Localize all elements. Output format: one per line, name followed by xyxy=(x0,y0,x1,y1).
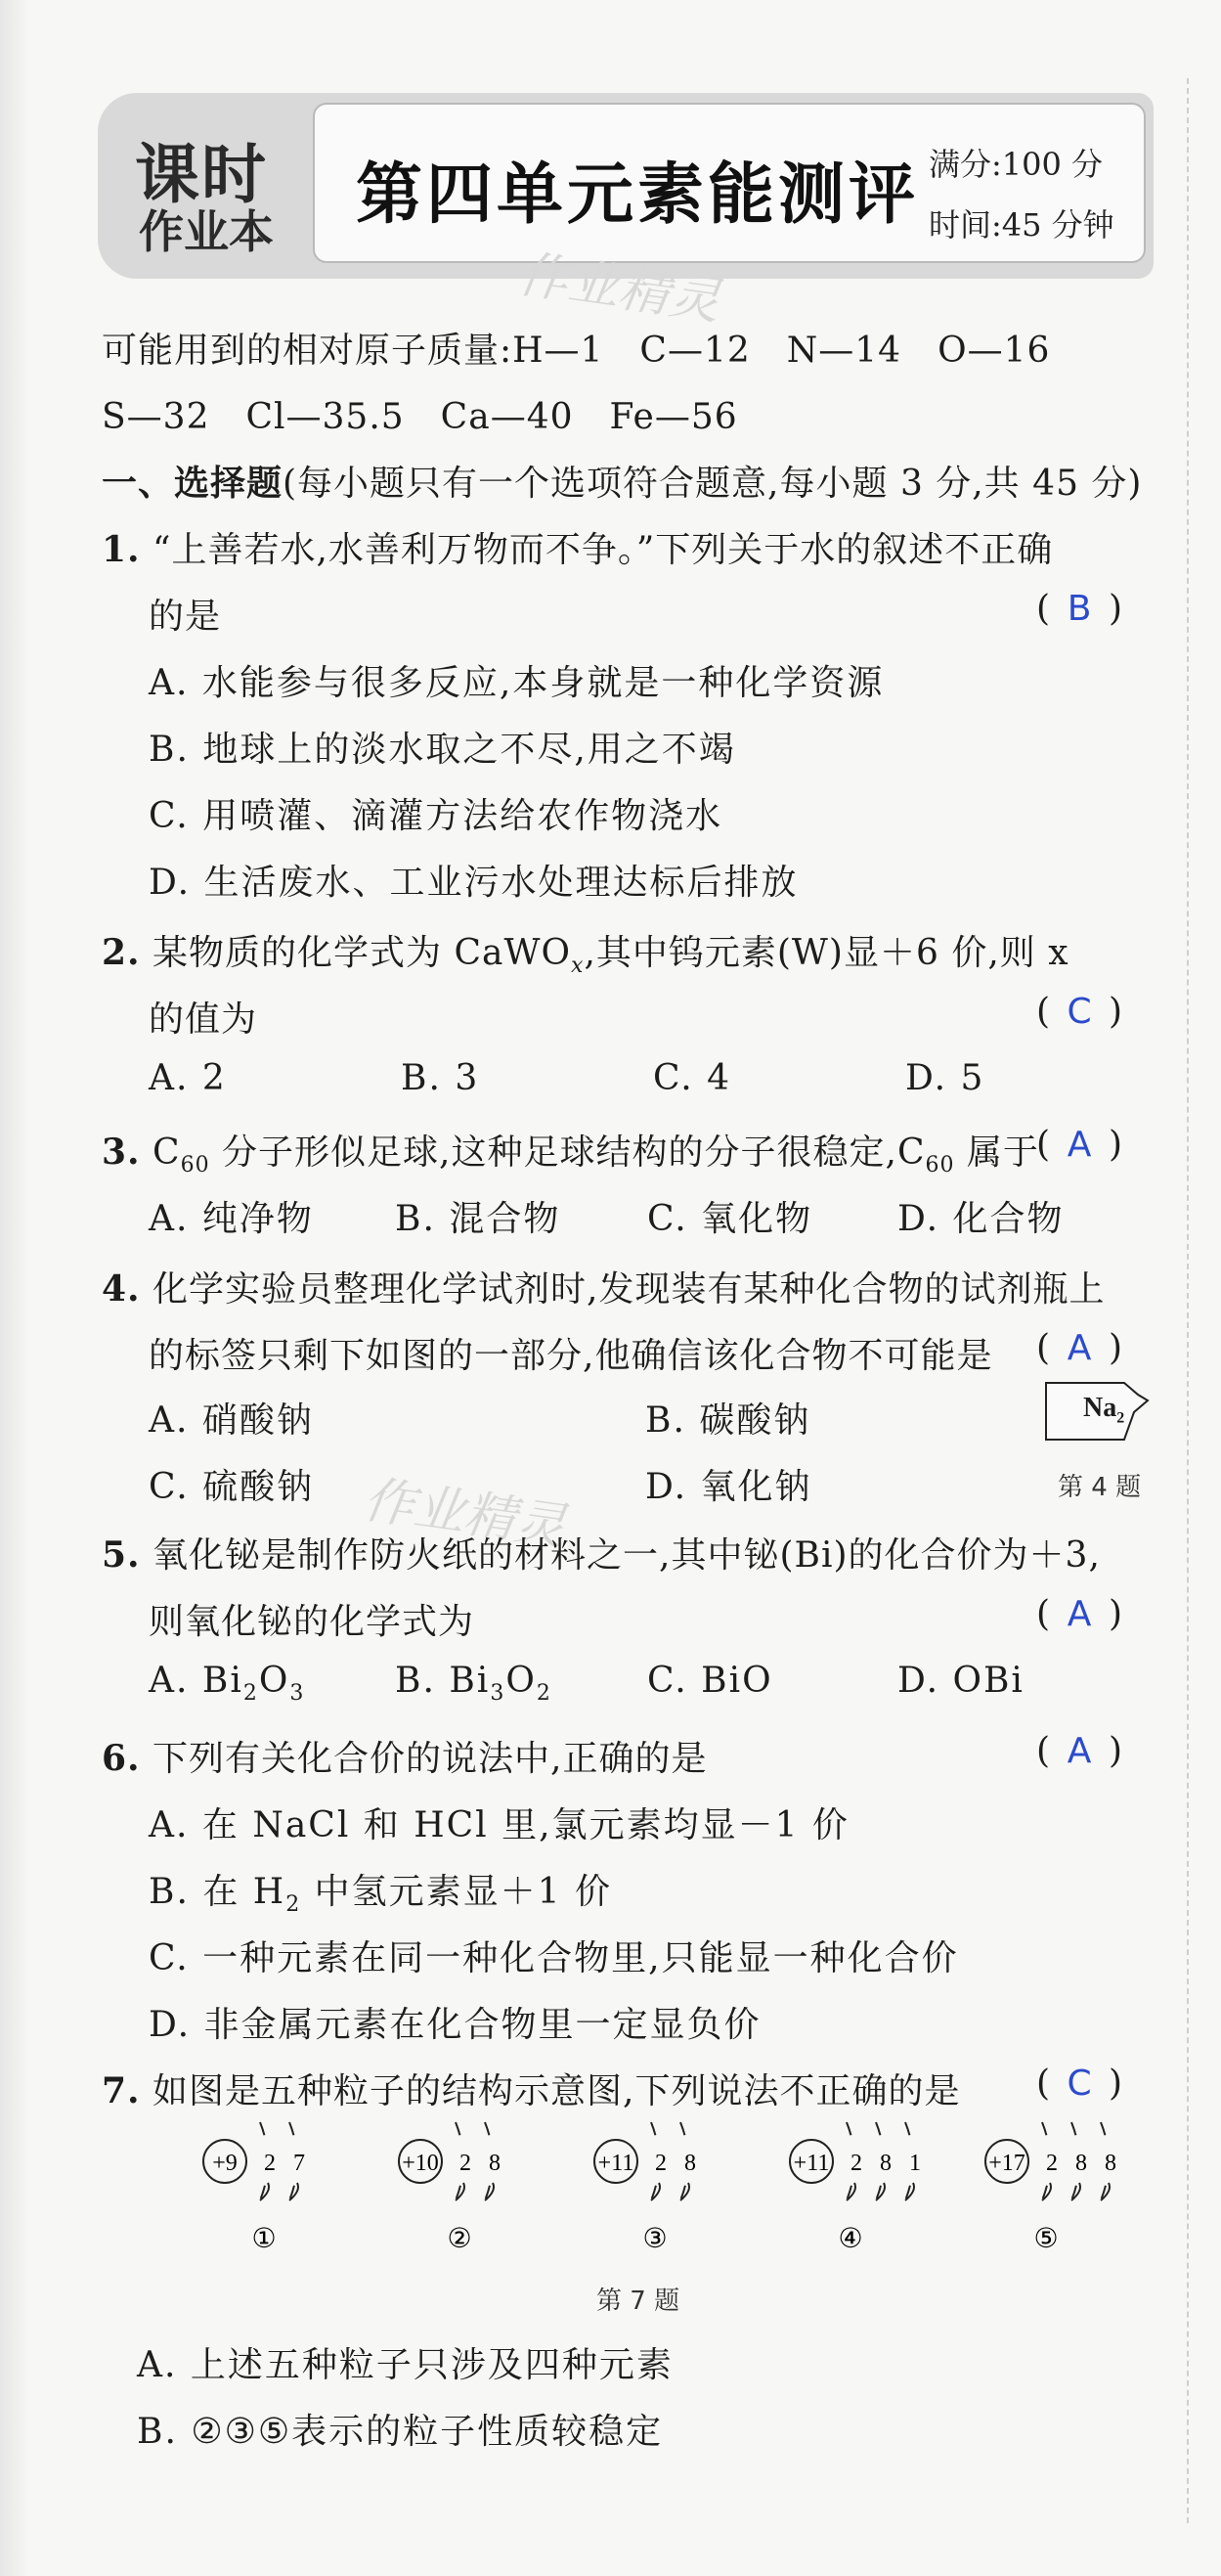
question-text: 某物质的化学式为 CaWO xyxy=(153,933,572,973)
shell-electron-count: 8 xyxy=(684,2151,696,2176)
atom-label: ③ xyxy=(642,2222,668,2254)
nucleus-charge: +10 xyxy=(402,2151,439,2176)
option-b: B. 3 xyxy=(401,1058,480,1098)
title-box xyxy=(313,103,1146,263)
option-a: A. 水能参与很多反应,本身就是一种化学资源 xyxy=(149,663,885,703)
reagent-label-figure xyxy=(1044,1379,1152,1447)
figure-caption: 第 4 题 xyxy=(1058,1473,1142,1502)
question-4 xyxy=(102,1262,1106,1311)
option-c: C. BiO xyxy=(647,1661,773,1701)
answer-bracket: ( A ) xyxy=(1036,1731,1123,1771)
atom-label: ⑤ xyxy=(1033,2222,1059,2254)
option-d: D. 5 xyxy=(905,1058,985,1098)
section-heading xyxy=(102,456,1142,506)
atom-label: ④ xyxy=(838,2222,863,2254)
option-c: C. 硫酸钠 xyxy=(149,1467,315,1507)
option-d: D. 非金属元素在化合物里一定显负价 xyxy=(149,2005,762,2045)
option-a: A. $Bi_2O_3$ xyxy=(149,1661,306,1707)
question-number: 1. xyxy=(102,529,141,570)
question-6 xyxy=(102,1731,708,1781)
question-text: 如图是五种粒子的结构示意图,下列说法不正确的是 xyxy=(153,2071,961,2111)
figure-caption: 第 7 题 xyxy=(596,2287,680,2316)
question-2: 2. 某物质的化学式为 CaWO$_x$,其中钨元素(W)显＋6 价,则 x xyxy=(102,932,1069,979)
option-c: C. 4 xyxy=(653,1058,732,1098)
answer-bracket: ( B ) xyxy=(1036,589,1123,629)
shell-electron-count: 2 xyxy=(850,2151,862,2176)
nucleus-charge: +11 xyxy=(597,2151,634,2176)
section-note: (每小题只有一个选项符合题意,每小题 3 分,共 45 分) xyxy=(283,464,1143,504)
shell-electron-count: 8 xyxy=(1105,2151,1116,2176)
atomic-masses-line1: 可能用到的相对原子质量:H—1 C—12 N—14 O—16 xyxy=(102,331,1051,371)
time-limit: 时间:45 分钟 xyxy=(929,206,1114,244)
option-d: D. OBi xyxy=(897,1661,1025,1701)
question-text: 化学实验员整理化学试剂时,发现装有某种化合物的试剂瓶上 xyxy=(153,1269,1106,1310)
option-a: A. 2 xyxy=(149,1058,227,1098)
question-number: 7. xyxy=(102,2070,141,2111)
answer-mark: A xyxy=(1067,1731,1092,1771)
option-d: D. 氧化钠 xyxy=(645,1467,812,1507)
shell-electron-count: 1 xyxy=(909,2151,921,2176)
answer-bracket: ( C ) xyxy=(1036,992,1123,1032)
atom-diagrams xyxy=(196,2103,1116,2254)
nucleus-charge: +11 xyxy=(793,2151,830,2176)
answer-bracket: ( A ) xyxy=(1036,1328,1123,1368)
option-d: D. 生活废水、工业污水处理达标后排放 xyxy=(149,863,799,903)
question-number: 3. xyxy=(102,1132,141,1173)
section-label: 一、选择题 xyxy=(102,463,283,504)
shell-electron-count: 2 xyxy=(264,2151,276,2176)
watermark: 作业精灵 xyxy=(360,1470,570,1558)
answer-mark: B xyxy=(1067,589,1092,629)
answer-mark: C xyxy=(1067,992,1092,1032)
shell-electron-count: 7 xyxy=(293,2151,305,2176)
full-score: 满分:100 分 xyxy=(929,146,1104,183)
atom-diagram xyxy=(985,2122,1116,2254)
question-5 xyxy=(102,1528,1101,1577)
option-c: C. 一种元素在同一种化合物里,只能显一种化合价 xyxy=(149,1938,959,1978)
option-b: B. 在 $H_2$ 中氢元素显＋1 价 xyxy=(149,1872,612,1918)
atom-structure-figure xyxy=(196,2103,1116,2254)
shell-electron-count: 2 xyxy=(1046,2151,1058,2176)
question-text-cont: 则氧化铋的化学式为 xyxy=(149,1602,475,1642)
logo-line2: 作业本 xyxy=(139,205,274,258)
logo-line1: 课时 xyxy=(135,137,268,212)
option-b: B. ②③⑤表示的粒子性质较稳定 xyxy=(137,2412,664,2452)
question-text-cont: 的标签只剩下如图的一部分,他确信该化合物不可能是 xyxy=(149,1336,993,1376)
question-text: 下列有关化合价的说法中,正确的是 xyxy=(153,1739,708,1779)
question-number: 2. xyxy=(102,932,141,973)
question-number: 4. xyxy=(102,1268,141,1310)
question-3: 3. $C_{60}$ 分子形似足球,这种足球结构的分子很稳定$,C_{60}$ 属于 xyxy=(102,1132,1039,1178)
question-text-cont: 的值为 xyxy=(149,999,258,1040)
question-text: 分子形似足球,这种足球结构的分子很稳定, xyxy=(209,1133,897,1173)
atom-diagram xyxy=(594,2122,696,2254)
shell-electron-count: 2 xyxy=(459,2151,471,2176)
nucleus-charge: +17 xyxy=(988,2151,1025,2176)
dashed-margin-line xyxy=(1187,78,1189,2523)
option-a: A. 上述五种粒子只涉及四种元素 xyxy=(137,2345,674,2385)
nucleus-charge: +9 xyxy=(212,2151,238,2176)
shell-electron-count: 8 xyxy=(880,2151,892,2176)
option-c: C. 氧化物 xyxy=(647,1199,813,1239)
question-number: 6. xyxy=(102,1738,141,1779)
option-a: A. 纯净物 xyxy=(149,1199,314,1239)
watermark: 作业精灵 xyxy=(514,244,724,333)
option-b: B. $Bi_3O_2$ xyxy=(395,1661,552,1707)
answer-mark: A xyxy=(1067,1328,1092,1368)
answer-mark: C xyxy=(1067,2064,1092,2104)
answer-bracket: ( A ) xyxy=(1036,1594,1123,1634)
option-b: B. 碳酸钠 xyxy=(645,1400,811,1441)
option-a: A. 硝酸钠 xyxy=(149,1400,314,1441)
shell-electron-count: 8 xyxy=(1075,2151,1087,2176)
question-number: 5. xyxy=(102,1534,141,1576)
answer-bracket: ( A ) xyxy=(1036,1125,1123,1165)
question-1 xyxy=(102,522,1053,572)
atomic-masses-line2: S—32 Cl—35.5 Ca—40 Fe—56 xyxy=(102,397,738,437)
option-d: D. 化合物 xyxy=(897,1199,1065,1239)
atom-diagram xyxy=(790,2122,921,2254)
question-text-cont: 的是 xyxy=(149,597,222,637)
label-formula: $Na_2$ xyxy=(1083,1393,1125,1427)
option-a: A. 在 NaCl 和 HCl 里,氯元素均显－1 价 xyxy=(149,1805,850,1845)
atom-label: ② xyxy=(447,2222,472,2254)
answer-bracket: ( C ) xyxy=(1036,2064,1123,2104)
option-c: C. 用喷灌、滴灌方法给农作物浇水 xyxy=(149,796,723,836)
shell-electron-count: 2 xyxy=(655,2151,667,2176)
page-title: 第四单元素能测评 xyxy=(356,155,920,234)
answer-mark: A xyxy=(1067,1594,1092,1634)
option-b: B. 混合物 xyxy=(395,1199,561,1239)
question-text: 氧化铋是制作防火纸的材料之一,其中铋(Bi)的化合价为＋3, xyxy=(153,1535,1101,1576)
atom-diagram xyxy=(399,2122,501,2254)
atom-diagram xyxy=(203,2122,305,2254)
shell-electron-count: 8 xyxy=(489,2151,501,2176)
atom-label: ① xyxy=(251,2222,277,2254)
question-text: “上善若水,水善利万物而不争。”下列关于水的叙述不正确 xyxy=(153,530,1054,570)
option-b: B. 地球上的淡水取之不尽,用之不竭 xyxy=(149,730,736,770)
answer-mark: A xyxy=(1067,1125,1092,1165)
page-edge-shadow xyxy=(0,0,29,2576)
